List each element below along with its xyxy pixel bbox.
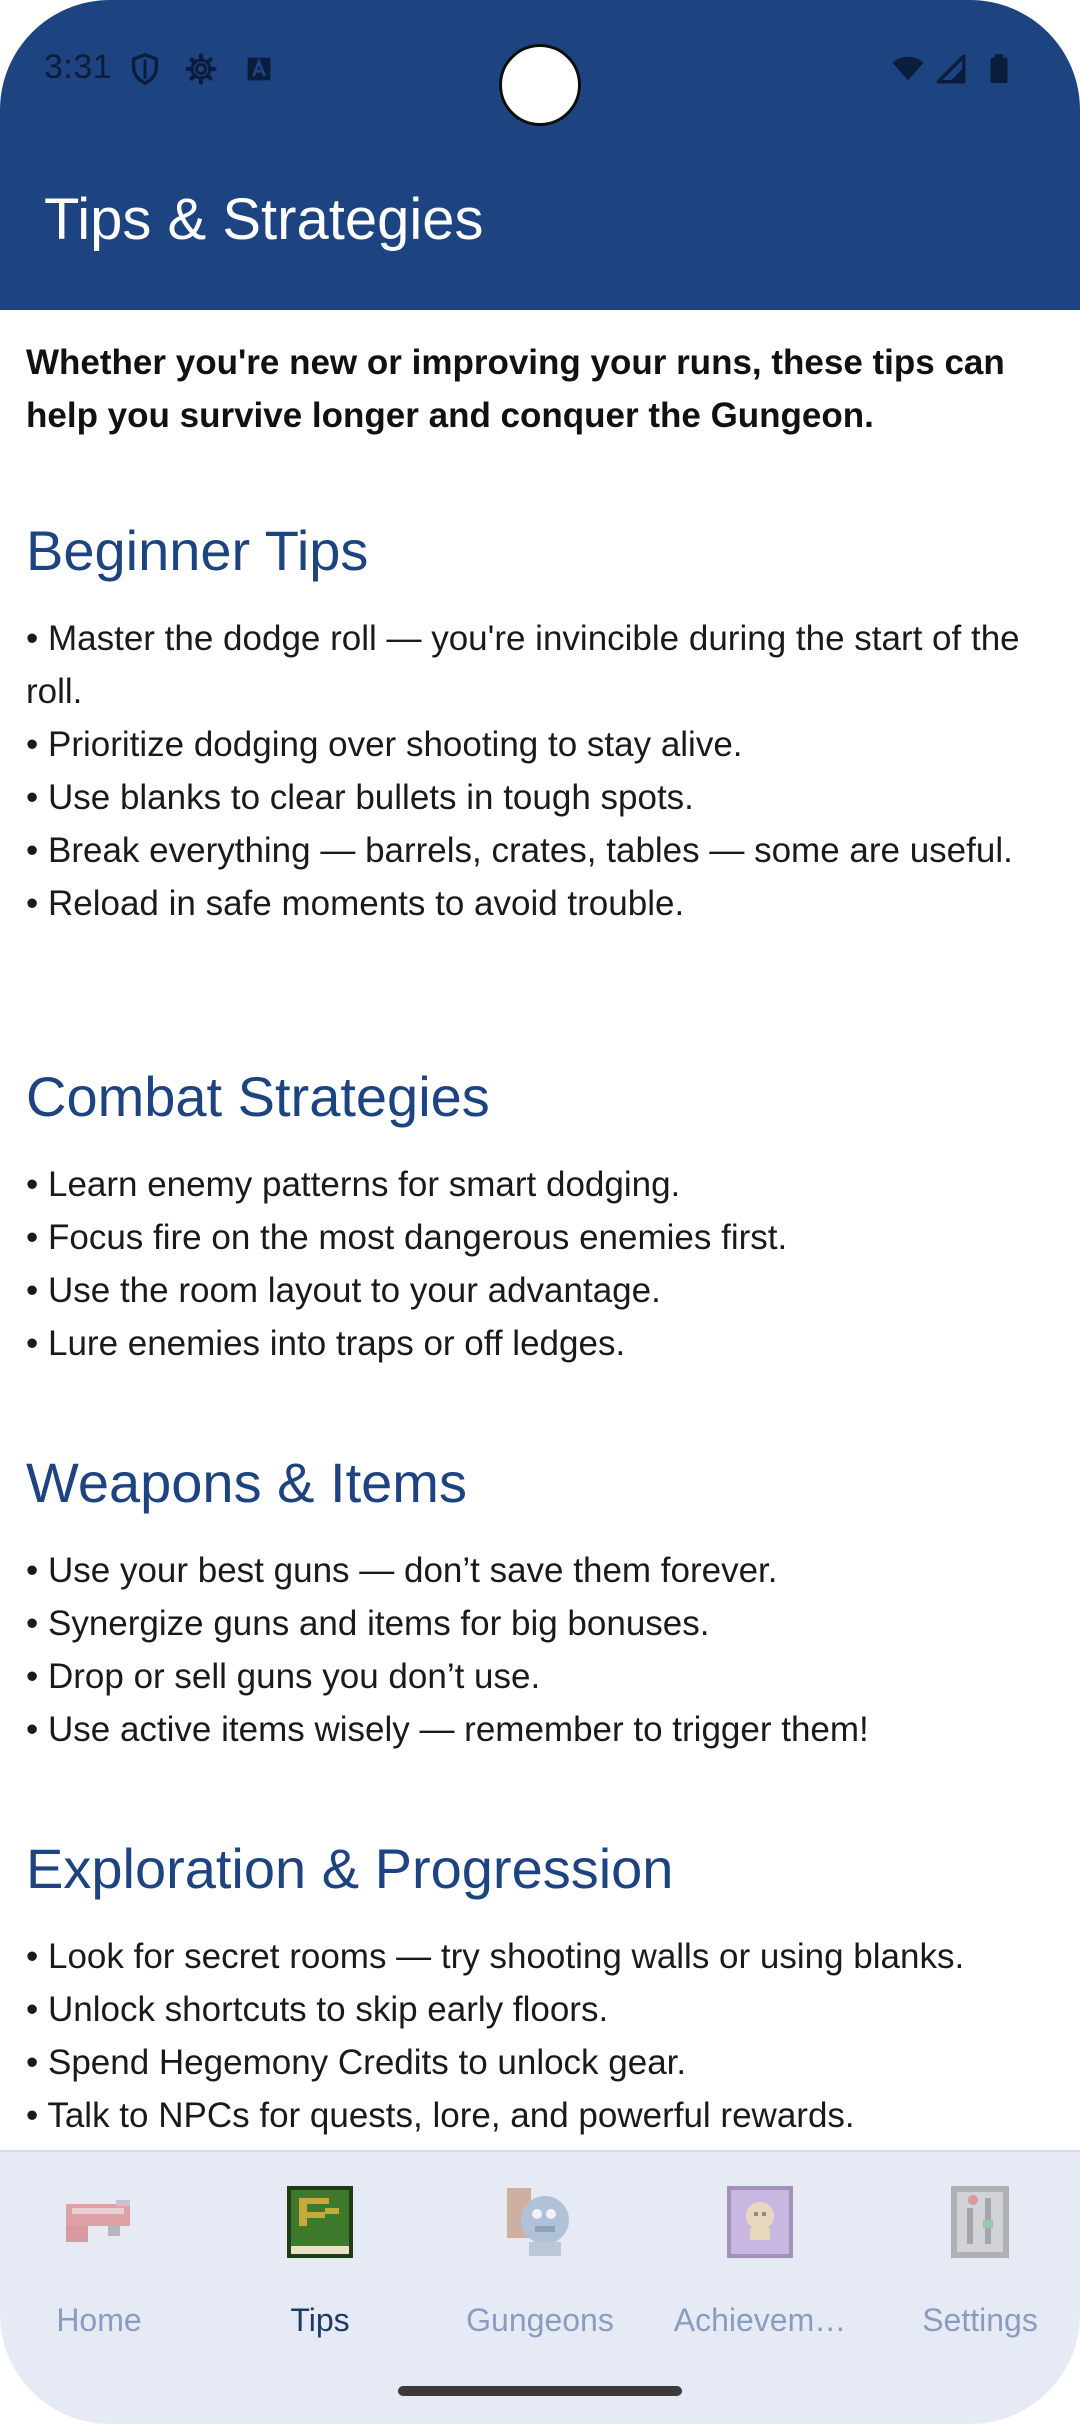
nav-item-settings[interactable] <box>872 2184 1080 2364</box>
battery-icon <box>982 52 1016 86</box>
tip-item: • Break everything — barrels, crates, tables — some are useful. <box>26 831 1013 870</box>
intro-text: Whether you're new or improving your runs, these tips can help you survive longer and conquer the Gungeon. <box>26 343 1005 435</box>
section-body-combat-strategies <box>26 1158 1056 1370</box>
top-app-bar <box>0 0 1080 310</box>
section-body-exploration-progression <box>26 1930 1056 2142</box>
tip-item: • Use active items wisely — remember to trigger them! <box>26 1710 869 1749</box>
tips-content[interactable] <box>0 310 1080 2150</box>
settings-icon <box>945 2184 1015 2260</box>
section-title-combat-strategies: Combat Strategies <box>26 1065 490 1128</box>
nav-label-tips: Tips <box>290 2302 350 2338</box>
nav-label-settings: Settings <box>922 2302 1038 2338</box>
tip-item: • Drop or sell guns you don’t use. <box>26 1657 541 1696</box>
tip-item: • Talk to NPCs for quests, lore, and powerful rewards. <box>26 2096 855 2135</box>
gun-icon <box>64 2184 134 2260</box>
status-time: 3:31 <box>44 48 113 86</box>
nav-label-gungeons: Gungeons <box>466 2302 614 2338</box>
section-title-beginner-tips: Beginner Tips <box>26 519 369 582</box>
tip-item: • Use your best guns — don’t save them forever. <box>26 1551 778 1590</box>
tip-item: • Synergize guns and items for big bonuses. <box>26 1604 710 1643</box>
home-indicator[interactable] <box>398 2386 682 2396</box>
wifi-icon <box>888 52 928 86</box>
tip-item: • Unlock shortcuts to skip early floors. <box>26 1990 609 2029</box>
tip-item: • Lure enemies into traps or off ledges. <box>26 1324 626 1363</box>
shield-icon <box>128 52 162 86</box>
nav-label-home: Home <box>56 2302 142 2338</box>
tip-item: • Prioritize dodging over shooting to stay alive. <box>26 725 743 764</box>
section-title-exploration-progression: Exploration & Progression <box>26 1837 674 1900</box>
keyboard-a-icon <box>242 52 276 86</box>
tip-item: • Master the dodge roll — you're invincible during the start of the roll. <box>26 619 1020 711</box>
tip-item: • Look for secret rooms — try shooting walls or using blanks. <box>26 1937 965 1976</box>
page-title: Tips & Strategies <box>44 187 484 252</box>
nav-item-home[interactable] <box>0 2184 207 2364</box>
section-title-weapons-items: Weapons & Items <box>26 1451 467 1514</box>
tip-item: • Learn enemy patterns for smart dodging. <box>26 1165 681 1204</box>
section-body-weapons-items <box>26 1544 1056 1756</box>
nav-item-achievements[interactable] <box>652 2184 868 2364</box>
nav-item-tips[interactable] <box>212 2184 428 2364</box>
status-bar <box>0 0 1080 140</box>
gungeon-creature-icon <box>505 2184 575 2260</box>
book-icon <box>285 2184 355 2260</box>
front-camera <box>499 44 581 126</box>
tip-item: • Spend Hegemony Credits to unlock gear. <box>26 2043 687 2082</box>
gear-icon <box>184 52 218 86</box>
section-body-beginner-tips <box>26 612 1056 930</box>
tip-item: • Use blanks to clear bullets in tough spots. <box>26 778 694 817</box>
bottom-navigation <box>0 2150 1080 2424</box>
tip-item: • Use the room layout to your advantage. <box>26 1271 661 1310</box>
nav-label-achievements: Achievem… <box>673 2302 847 2338</box>
tip-item: • Reload in safe moments to avoid trouble. <box>26 884 685 923</box>
tip-item: • Focus fire on the most dangerous enemies first. <box>26 1218 788 1257</box>
nav-item-gungeons[interactable] <box>432 2184 648 2364</box>
achievement-icon <box>725 2184 795 2260</box>
cellular-signal-icon <box>934 52 968 86</box>
